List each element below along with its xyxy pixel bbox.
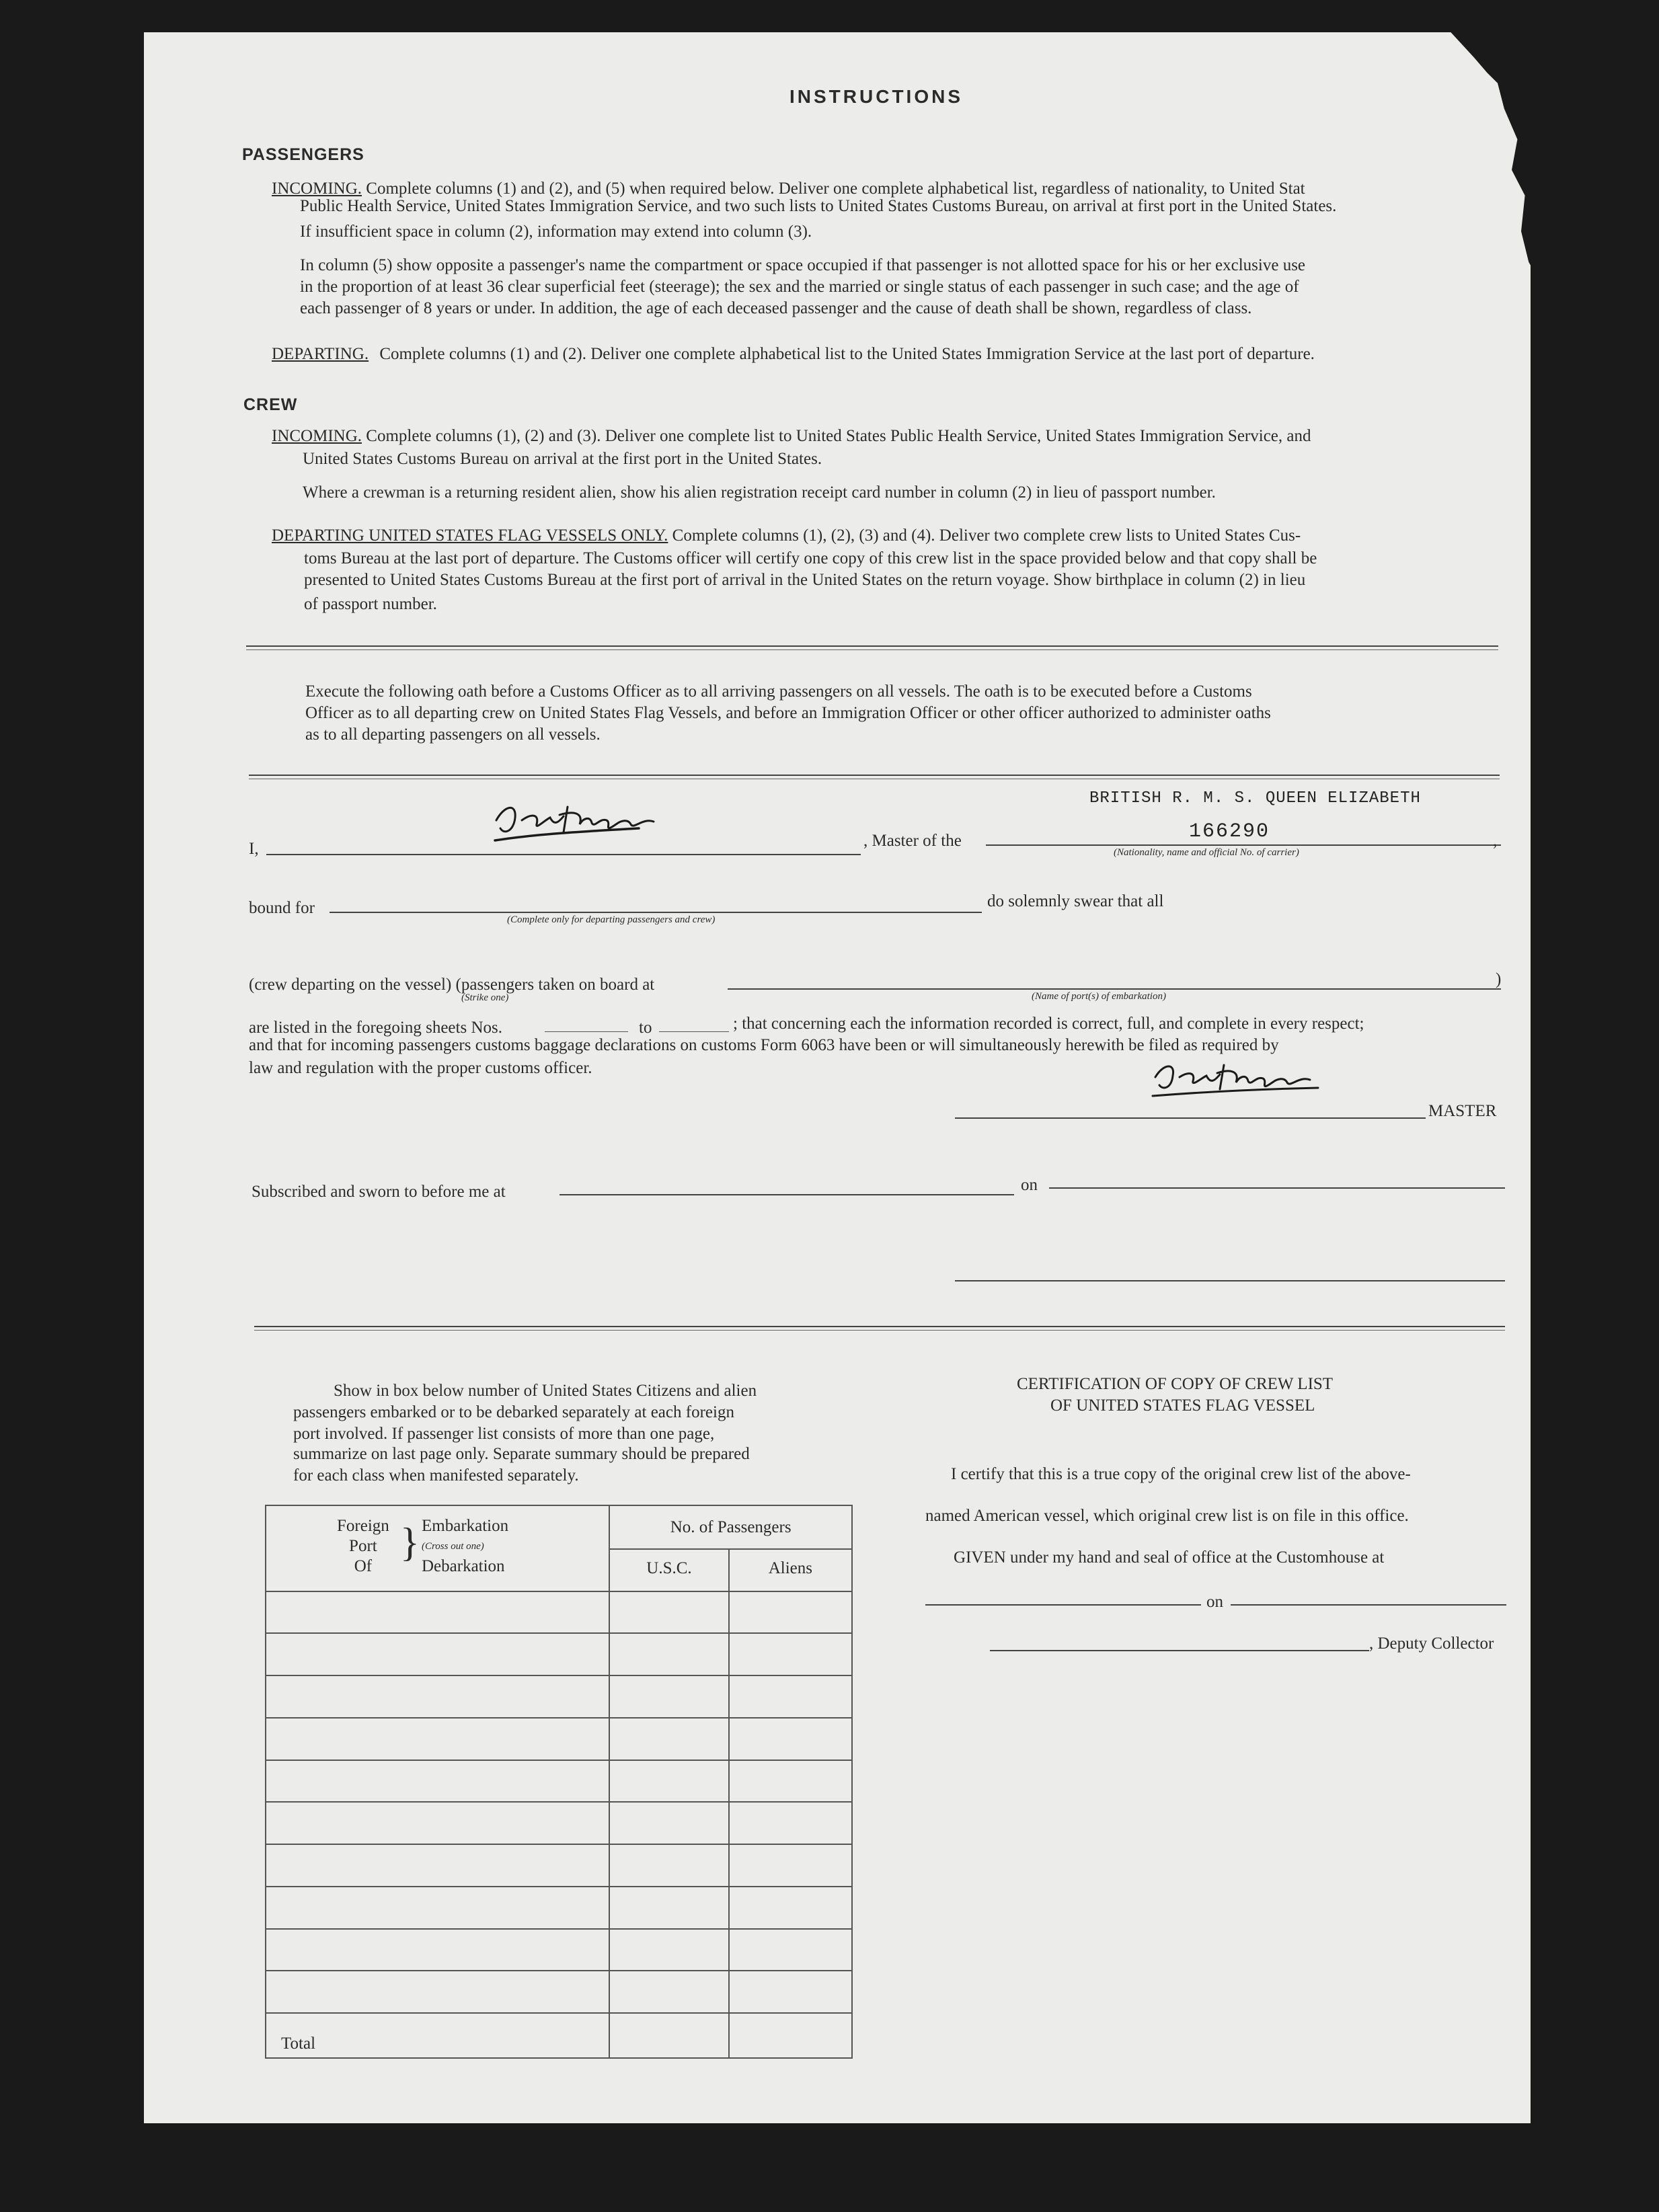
master-name-field[interactable] bbox=[266, 854, 861, 855]
foreign-label: Foreign bbox=[337, 1517, 389, 1535]
crew-departing-line-3: presented to United States Customs Bureau at the first port of arrival in the United States on the return voyage. Show birthplace in column (2) in lieu bbox=[304, 571, 1306, 589]
master-signature-field[interactable] bbox=[955, 1117, 1426, 1119]
aliens-cell[interactable] bbox=[729, 1887, 852, 1929]
usc-cell[interactable] bbox=[609, 1760, 728, 1803]
aliens-cell[interactable] bbox=[729, 1929, 852, 1971]
concerning-text: ; that concerning each the information recorded is correct, full, and complete in every respect; bbox=[733, 1015, 1364, 1033]
port-label: Port bbox=[349, 1537, 377, 1555]
port-cell[interactable] bbox=[266, 1718, 609, 1760]
to-label: to bbox=[639, 1019, 652, 1037]
vessel-name: BRITISH R. M. S. QUEEN ELIZABETH bbox=[1089, 789, 1421, 807]
customhouse-field[interactable] bbox=[925, 1604, 1201, 1606]
crew-departing-line-1: Complete columns (1), (2), (3) and (4). Deliver two complete crew lists to United States Cus- bbox=[672, 526, 1301, 545]
close-paren: ) bbox=[1496, 970, 1502, 988]
usc-header: U.S.C. bbox=[609, 1549, 728, 1591]
aliens-cell[interactable] bbox=[729, 1633, 852, 1675]
subscribed-label: Subscribed and sworn to before me at bbox=[252, 1183, 506, 1201]
certification-line-3: GIVEN under my hand and seal of office at the Customhouse at bbox=[954, 1548, 1385, 1567]
embarkation-label: Embarkation bbox=[422, 1517, 509, 1535]
port-header-cell bbox=[266, 1505, 609, 1591]
aliens-cell[interactable] bbox=[729, 1760, 852, 1803]
sheet-from-field[interactable] bbox=[545, 1031, 628, 1032]
summary-line-3: port involved. If passenger list consists of more than one page, bbox=[293, 1425, 715, 1443]
usc-cell[interactable] bbox=[609, 1802, 728, 1844]
crew-departing-text: (crew departing on the vessel) (passengers taken on board at bbox=[249, 976, 655, 994]
usc-cell[interactable] bbox=[609, 1675, 728, 1718]
usc-cell[interactable] bbox=[609, 1718, 728, 1760]
aliens-cell[interactable] bbox=[729, 1844, 852, 1887]
strike-one-caption: (Strike one) bbox=[461, 992, 509, 1003]
port-cell[interactable] bbox=[266, 1760, 609, 1803]
instructions-heading: INSTRUCTIONS bbox=[789, 86, 963, 107]
officer-signature-field[interactable] bbox=[955, 1280, 1505, 1281]
summary-line-4: summarize on last page only. Separate summary should be prepared bbox=[293, 1445, 750, 1463]
port-cell[interactable] bbox=[266, 1675, 609, 1718]
passengers-incoming-line-3: If insufficient space in column (2), information may extend into column (3). bbox=[300, 223, 812, 241]
incoming-baggage-text: and that for incoming passengers customs baggage declarations on customs Form 6063 have been or will simultaneously herewith be filed as required by bbox=[249, 1036, 1279, 1054]
certification-on-label: on bbox=[1206, 1593, 1223, 1611]
crew-incoming-line-2: United States Customs Bureau on arrival at the first port in the United States. bbox=[303, 450, 822, 468]
master-of-the-label: , Master of the bbox=[863, 832, 962, 850]
master-signature-1 bbox=[484, 793, 686, 854]
aliens-cell[interactable] bbox=[729, 1718, 852, 1760]
passengers-incoming-label: INCOMING. bbox=[272, 180, 362, 198]
aliens-cell[interactable] bbox=[729, 1591, 852, 1634]
summary-line-2: passengers embarked or to be debarked separately at each foreign bbox=[293, 1403, 734, 1421]
bound-for-field[interactable] bbox=[330, 912, 982, 913]
usc-total-cell[interactable] bbox=[609, 2013, 728, 2058]
of-label: Of bbox=[354, 1557, 373, 1575]
aliens-cell[interactable] bbox=[729, 1675, 852, 1718]
cross-out-label: (Cross out one) bbox=[422, 1541, 484, 1552]
vessel-caption: (Nationality, name and official No. of carrier) bbox=[1114, 847, 1299, 858]
passengers-incoming-line-2: Public Health Service, United States Immigration Service, and two such lists to United States Customs Bureau, on arrival at first port in the United States. bbox=[300, 197, 1337, 215]
brace-glyph: } bbox=[400, 1520, 420, 1565]
crew-incoming-label: INCOMING. bbox=[272, 427, 362, 445]
certification-line-1: I certify that this is a true copy of the original crew list of the above- bbox=[951, 1465, 1411, 1483]
certification-title-1: CERTIFICATION OF COPY OF CREW LIST bbox=[1017, 1375, 1334, 1393]
usc-cell[interactable] bbox=[609, 1633, 728, 1675]
port-cell[interactable] bbox=[266, 1844, 609, 1887]
crew-departing-line-2: toms Bureau at the last port of departure. The Customs officer will certify one copy of this crew list in the space provided below and that copy shall be bbox=[304, 549, 1317, 567]
divider-3 bbox=[254, 1326, 1505, 1331]
usc-cell[interactable] bbox=[609, 1591, 728, 1634]
certification-line-2: named American vessel, which original crew list is on file in this office. bbox=[925, 1507, 1409, 1525]
certification-title-2: OF UNITED STATES FLAG VESSEL bbox=[1050, 1396, 1315, 1415]
port-cell[interactable] bbox=[266, 1971, 609, 2013]
port-cell[interactable] bbox=[266, 1887, 609, 1929]
crew-resident-text: Where a crewman is a returning resident alien, show his alien registration receipt card number in column (2) in lieu of passport number. bbox=[303, 483, 1216, 502]
ports-caption: (Name of port(s) of embarkation) bbox=[1032, 991, 1166, 1002]
law-regulation-text: law and regulation with the proper customs officer. bbox=[249, 1059, 592, 1077]
passengers-title: PASSENGERS bbox=[242, 145, 364, 164]
master-signature-2 bbox=[1143, 1057, 1358, 1104]
bound-for-caption: (Complete only for departing passengers and crew) bbox=[507, 914, 716, 925]
aliens-total-cell[interactable] bbox=[729, 2013, 852, 2058]
ports-field[interactable] bbox=[728, 988, 1501, 990]
passengers-departing-text: Complete columns (1) and (2). Deliver one complete alphabetical list to the United States Immigration Service at the last port of departure. bbox=[379, 345, 1315, 363]
no-passengers-header: No. of Passengers bbox=[609, 1505, 852, 1549]
crew-departing bbox=[272, 524, 1301, 547]
column5-line-2: in the proportion of at least 36 clear superficial feet (steerage); the sex and the married or single status of each passenger in such case; and the age of bbox=[300, 278, 1299, 296]
oath-line-2: Officer as to all departing crew on United States Flag Vessels, and before an Immigration Officer or other officer authorized to administer oaths bbox=[305, 704, 1271, 722]
vessel-official-number: 166290 bbox=[1189, 820, 1270, 843]
passengers-departing bbox=[272, 343, 1315, 366]
column5-line-3: each passenger of 8 years or under. In addition, the age of each deceased passenger and the cause of death shall be shown, regardless of class. bbox=[300, 299, 1252, 317]
bound-for-label: bound for bbox=[249, 899, 315, 917]
vessel-field[interactable] bbox=[986, 844, 1501, 846]
usc-cell[interactable] bbox=[609, 1844, 728, 1887]
divider-2 bbox=[249, 775, 1500, 779]
crew-title: CREW bbox=[243, 395, 298, 414]
port-cell[interactable] bbox=[266, 1929, 609, 1971]
column5-line-1: In column (5) show opposite a passenger's name the compartment or space occupied if that passenger is not allotted space for his or her exclusive use bbox=[300, 256, 1306, 274]
crew-departing-line-4: of passport number. bbox=[304, 595, 437, 613]
divider-1 bbox=[246, 645, 1498, 650]
subscribed-on-label: on bbox=[1021, 1176, 1038, 1194]
listed-in-label: are listed in the foregoing sheets Nos. bbox=[249, 1019, 502, 1037]
usc-cell[interactable] bbox=[609, 1929, 728, 1971]
crew-incoming bbox=[272, 425, 1311, 448]
port-cell[interactable] bbox=[266, 1591, 609, 1634]
subscribed-at-field[interactable] bbox=[560, 1194, 1014, 1195]
master-label: MASTER bbox=[1428, 1102, 1497, 1120]
subscribed-on-field[interactable] bbox=[1049, 1187, 1505, 1189]
port-cell[interactable] bbox=[266, 1633, 609, 1675]
summary-line-5: for each class when manifested separately. bbox=[293, 1466, 579, 1485]
passengers-departing-label: DEPARTING. bbox=[272, 345, 369, 363]
oath-line-3: as to all departing passengers on all vessels. bbox=[305, 725, 601, 744]
usc-cell[interactable] bbox=[609, 1887, 728, 1929]
passenger-summary-table bbox=[265, 1505, 853, 2059]
total-label: Total bbox=[266, 2013, 609, 2058]
aliens-cell[interactable] bbox=[729, 1971, 852, 2013]
deputy-signature-field[interactable] bbox=[990, 1650, 1369, 1651]
oath-i-label: I, bbox=[249, 840, 259, 858]
crew-departing-label: DEPARTING UNITED STATES FLAG VESSELS ONLY. bbox=[272, 526, 668, 545]
sheet-to-field[interactable] bbox=[659, 1031, 729, 1032]
summary-line-1: Show in box below number of United States Citizens and alien bbox=[334, 1382, 757, 1400]
aliens-header: Aliens bbox=[729, 1549, 852, 1591]
passengers-incoming-line-1: Complete columns (1) and (2), and (5) when required below. Deliver one complete alphabetical list, regardless of nationality, to United Stat bbox=[366, 180, 1305, 198]
debarkation-label: Debarkation bbox=[422, 1557, 505, 1575]
oath-line-1: Execute the following oath before a Customs Officer as to all arriving passengers on all vessels. The oath is to be executed before a Customs bbox=[305, 682, 1252, 701]
port-cell[interactable] bbox=[266, 1802, 609, 1844]
deputy-collector-label: , Deputy Collector bbox=[1369, 1634, 1494, 1653]
aliens-cell[interactable] bbox=[729, 1802, 852, 1844]
vessel-comma: , bbox=[1493, 832, 1498, 850]
certification-date-field[interactable] bbox=[1231, 1604, 1506, 1606]
solemnly-swear-text: do solemnly swear that all bbox=[987, 892, 1164, 910]
crew-incoming-line-1: Complete columns (1), (2) and (3). Deliver one complete list to United States Public Health Service, United States Immigration Service, and bbox=[366, 427, 1311, 445]
usc-cell[interactable] bbox=[609, 1971, 728, 2013]
